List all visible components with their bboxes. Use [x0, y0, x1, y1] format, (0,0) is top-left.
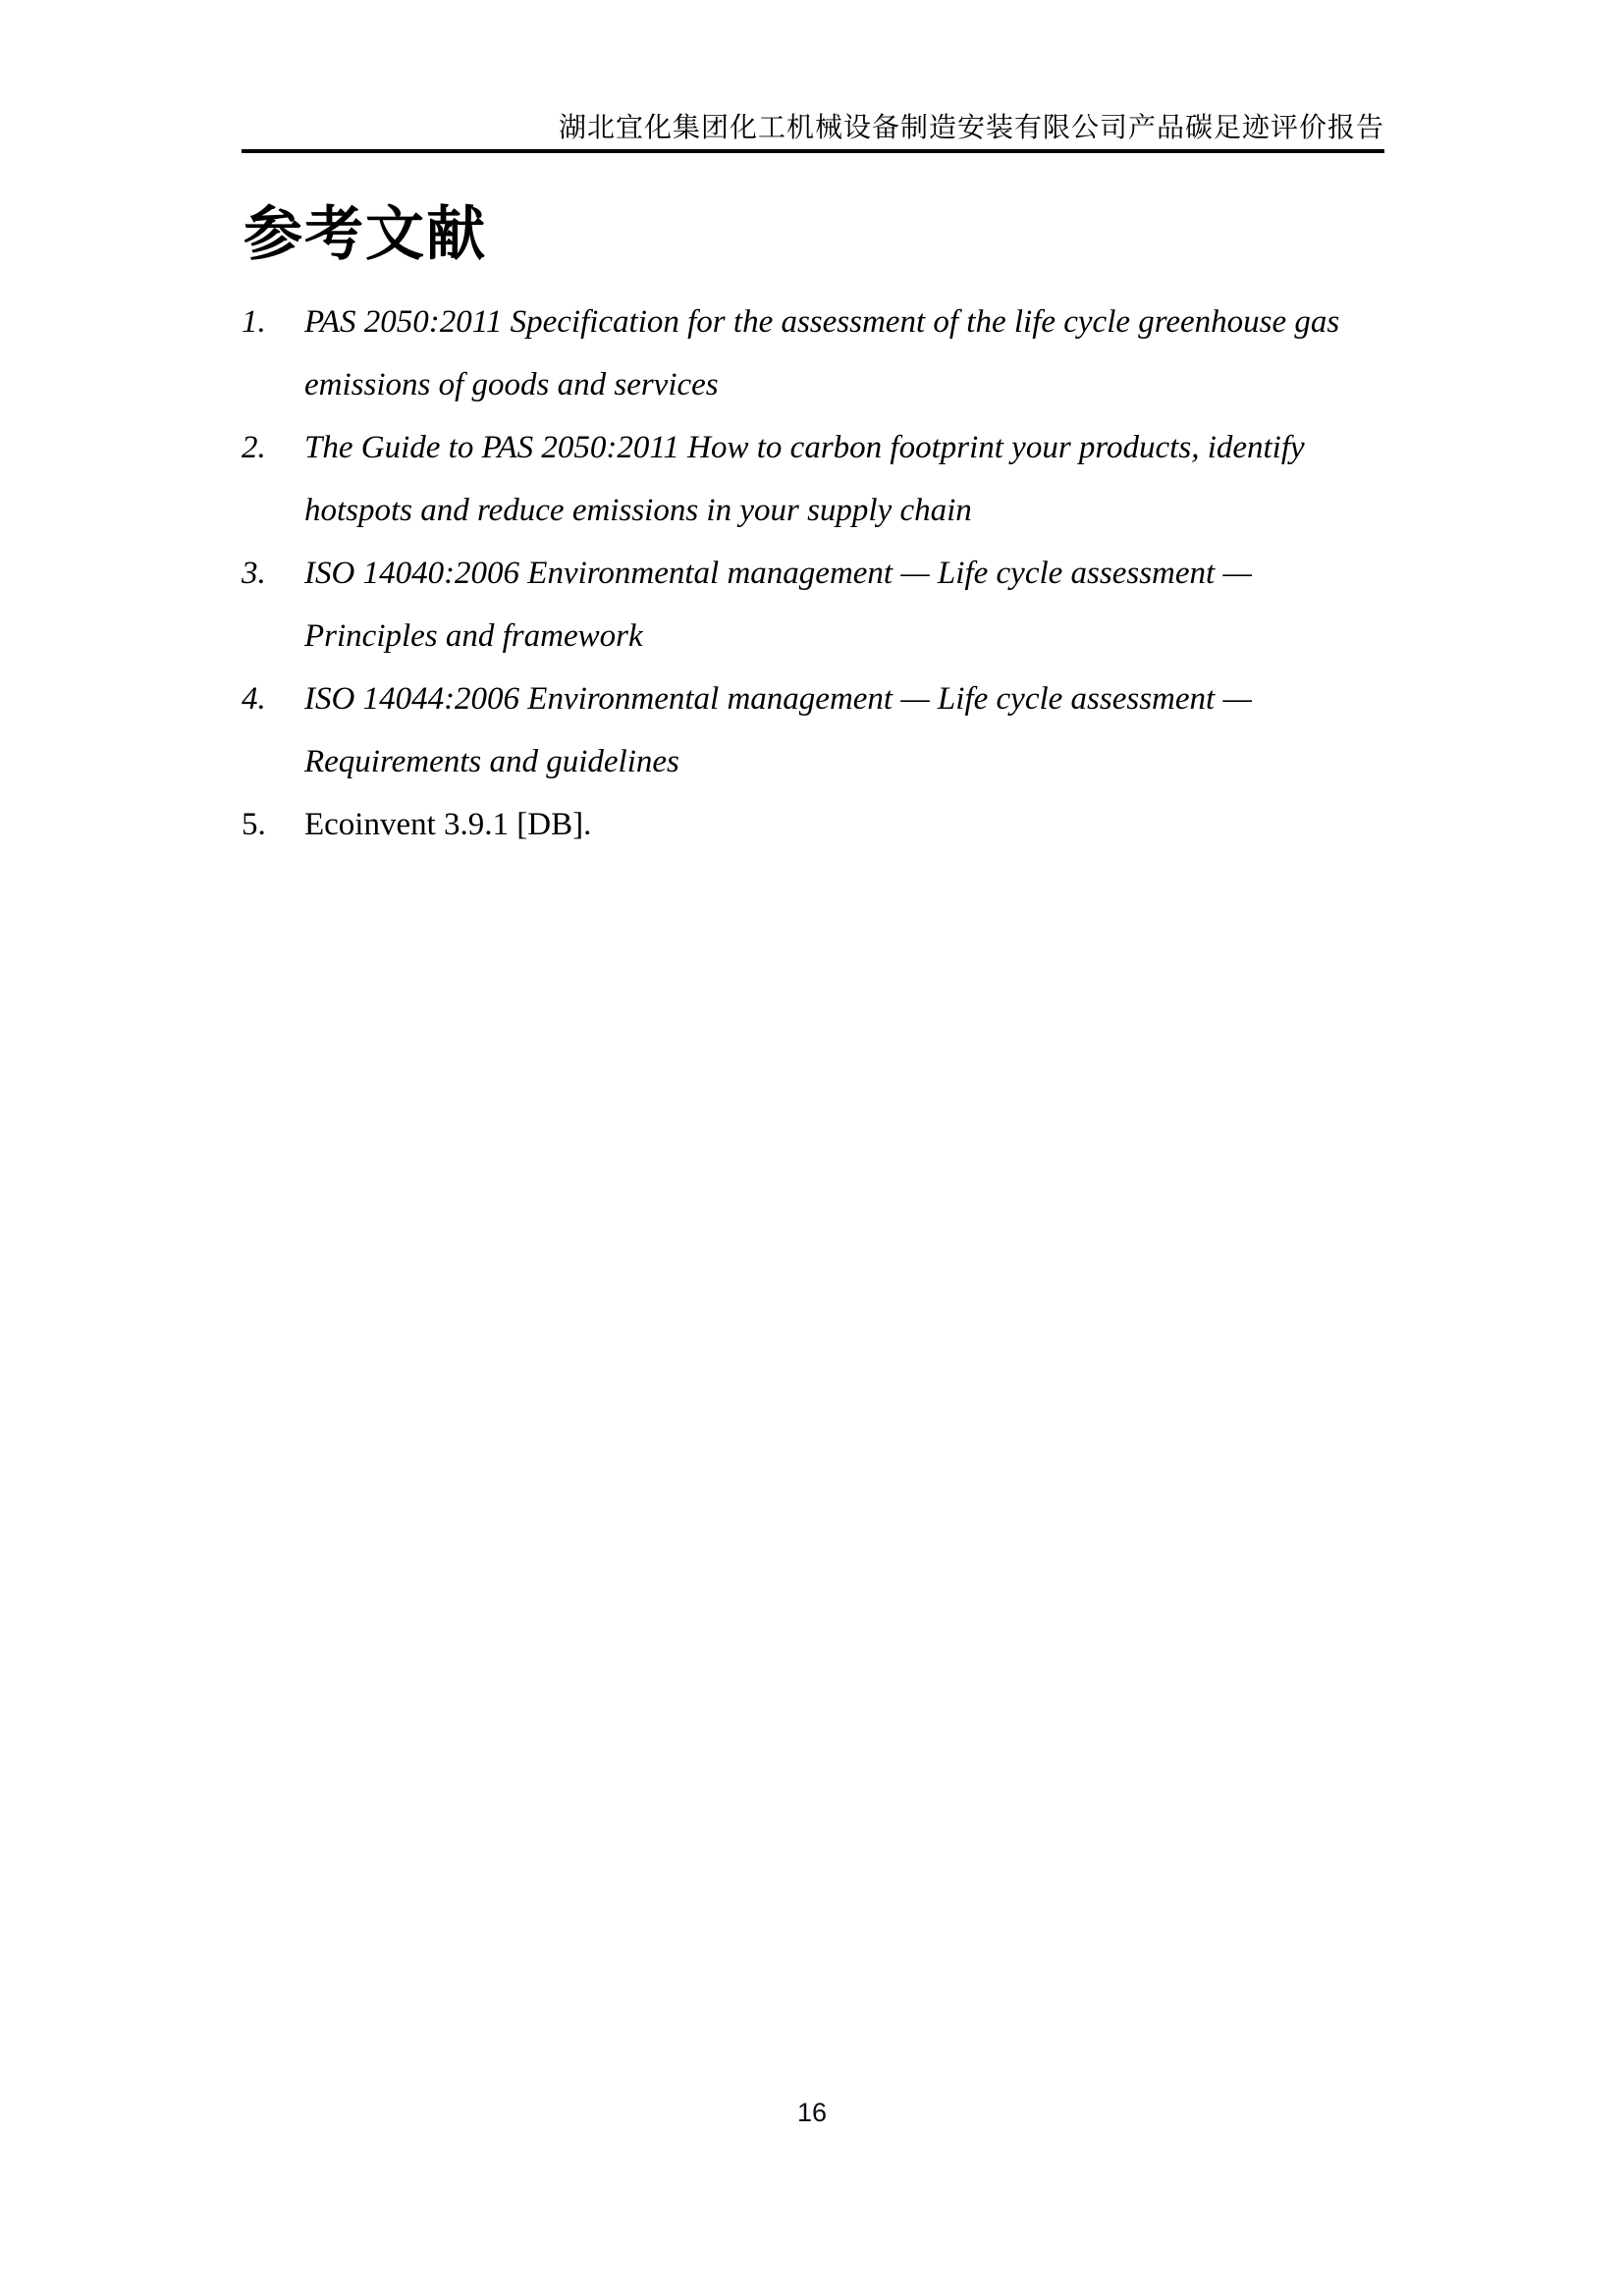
reference-line: hotspots and reduce emissions in your supply chain	[304, 493, 972, 528]
reference-line: Principles and framework	[304, 618, 643, 654]
reference-item-4	[242, 667, 1395, 793]
reference-text	[304, 291, 1395, 416]
reference-line: PAS 2050:2011 Specification for the assessment of the life cycle greenhouse gas	[304, 304, 1340, 340]
reference-number: 1.	[242, 304, 266, 340]
reference-number: 2.	[242, 430, 266, 465]
reference-number: 4.	[242, 681, 266, 717]
page-header	[242, 110, 1384, 153]
reference-line: ISO 14040:2006 Environmental management — Life cycle assessment —	[304, 556, 1252, 591]
reference-text	[304, 416, 1395, 542]
reference-line: emissions of goods and services	[304, 367, 719, 402]
reference-item-3	[242, 542, 1395, 667]
page-title: 参考文献	[244, 202, 487, 267]
reference-line: Ecoinvent 3.9.1 [DB].	[304, 807, 592, 842]
reference-line: Requirements and guidelines	[304, 744, 679, 779]
reference-list	[242, 291, 1395, 856]
reference-line: ISO 14044:2006 Environmental management — Life cycle assessment —	[304, 681, 1252, 717]
reference-text	[304, 542, 1395, 667]
reference-text	[304, 793, 1395, 856]
reference-item-2	[242, 416, 1395, 542]
reference-item-1	[242, 291, 1395, 416]
reference-line: The Guide to PAS 2050:2011 How to carbon footprint your products, identify	[304, 430, 1305, 465]
reference-number: 3.	[242, 556, 266, 591]
reference-text	[304, 667, 1395, 793]
reference-item-5	[242, 793, 1395, 856]
header-text: 湖北宜化集团化工机械设备制造安装有限公司产品碳足迹评价报告	[558, 113, 1384, 143]
reference-number: 5.	[242, 807, 266, 842]
page-number: 16	[796, 2098, 828, 2127]
